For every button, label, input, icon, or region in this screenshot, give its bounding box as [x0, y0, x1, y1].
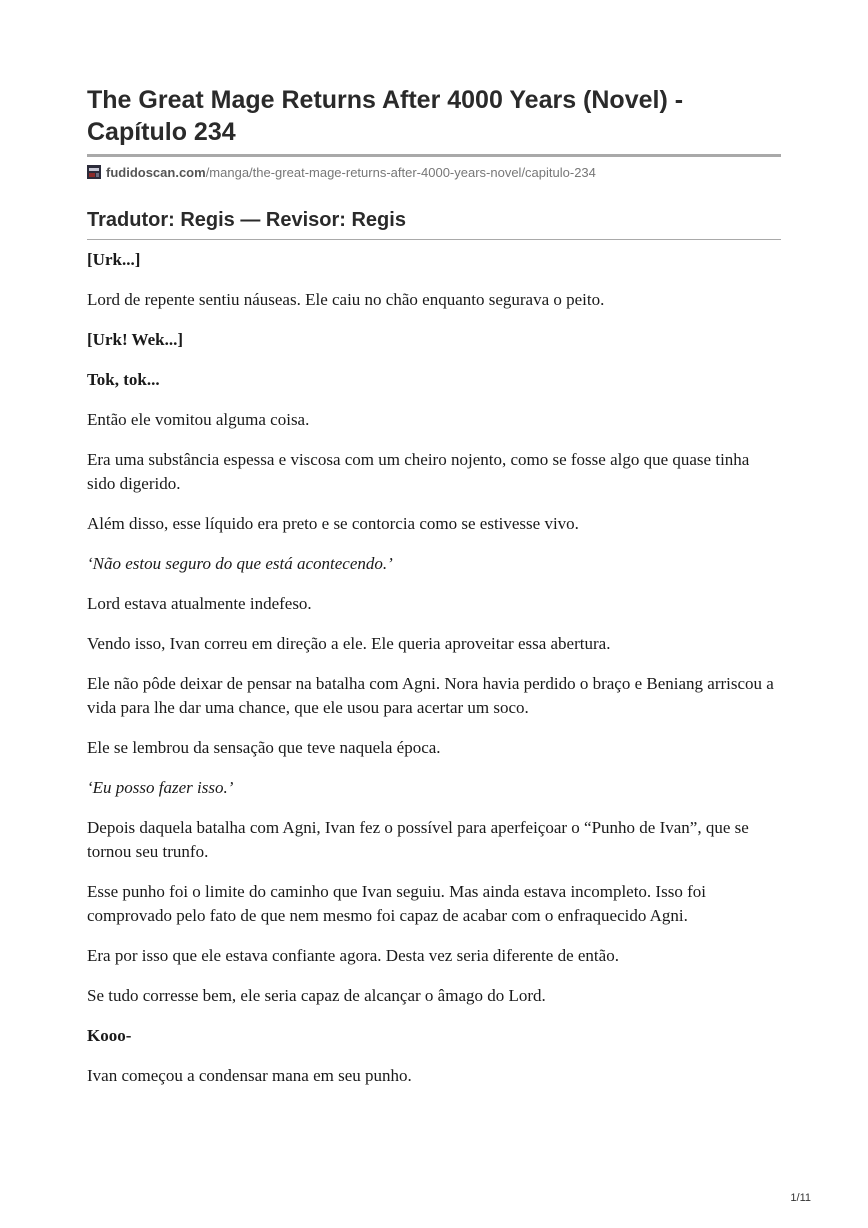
paragraph: Ele se lembrou da sensação que teve naquela época.: [87, 738, 441, 757]
heading-divider: [87, 239, 781, 240]
paragraph: Lord de repente sentiu náuseas. Ele caiu no chão enquanto segurava o peito.: [87, 290, 605, 309]
credits-heading: Tradutor: Regis — Revisor: Regis: [87, 209, 406, 231]
paragraph: Além disso, esse líquido era preto e se contorcia como se estivesse vivo.: [87, 514, 579, 533]
site-favicon-icon: [87, 165, 101, 179]
paragraph: Vendo isso, Ivan correu em direção a ele. Ele queria aproveitar essa abertura.: [87, 634, 611, 653]
paragraph: Então ele vomitou alguma coisa.: [87, 410, 310, 429]
source-domain[interactable]: fudidoscan.com: [106, 164, 206, 180]
title-divider: [87, 154, 781, 157]
paragraph: Se tudo corresse bem, ele seria capaz de alcançar o âmago do Lord.: [87, 986, 546, 1005]
source-path[interactable]: /manga/the-great-mage-returns-after-4000-years-novel/capitulo-234: [205, 164, 596, 180]
paragraph: ‘Não estou seguro do que está acontecendo.’: [87, 554, 393, 573]
paragraph: [Urk...]: [87, 250, 141, 269]
paragraph: Era por isso que ele estava confiante agora. Desta vez seria diferente de então.: [87, 946, 619, 965]
chapter-body: [87, 248, 781, 1088]
page-title: The Great Mage Returns After 4000 Years (Novel) - Capítulo 234: [87, 86, 684, 146]
source-url[interactable]: [87, 163, 781, 181]
paragraph: Era uma substância espessa e viscosa com um cheiro nojento, como se fosse algo que quase tinha sido digerido.: [87, 450, 750, 493]
paragraph: ‘Eu posso fazer isso.’: [87, 778, 234, 797]
paragraph: [Urk! Wek...]: [87, 330, 184, 349]
paragraph: Depois daquela batalha com Agni, Ivan fez o possível para aperfeiçoar o “Punho de Ivan”, que se tornou seu trunfo.: [87, 818, 749, 861]
paragraph: Ivan começou a condensar mana em seu punho.: [87, 1066, 412, 1085]
page-number: 1/11: [790, 1192, 811, 1204]
paragraph: Tok, tok...: [87, 370, 160, 389]
document-page: [87, 0, 781, 1104]
paragraph: Lord estava atualmente indefeso.: [87, 594, 312, 613]
paragraph: Esse punho foi o limite do caminho que Ivan seguiu. Mas ainda estava incompleto. Isso foi comprovado pelo fato de que nem mesmo foi capaz de acabar com o enfraquecido Agni.: [87, 882, 706, 925]
paragraph: Kooo-: [87, 1026, 132, 1045]
paragraph: Ele não pôde deixar de pensar na batalha com Agni. Nora havia perdido o braço e Beniang arriscou a vida para lhe dar uma chance, que ele usou para acertar um soco.: [87, 674, 774, 717]
